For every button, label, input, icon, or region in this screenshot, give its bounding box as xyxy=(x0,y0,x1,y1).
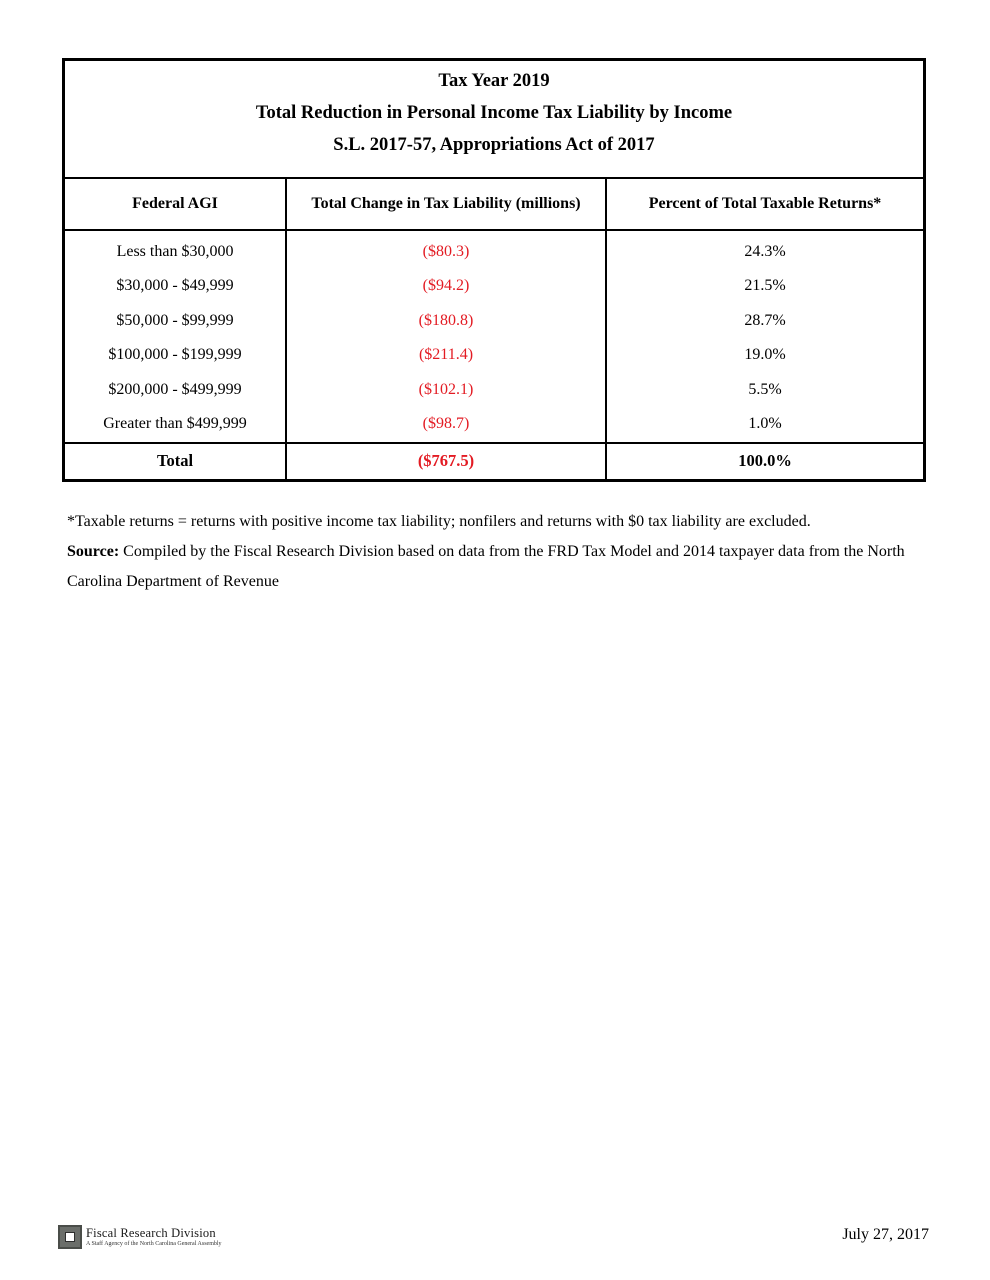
total-row xyxy=(65,443,923,479)
cell-percent: 1.0% xyxy=(606,407,923,443)
table-row xyxy=(65,230,923,269)
logo-tagline: A Staff Agency of the North Carolina General Assembly xyxy=(86,1241,222,1248)
source-text: Compiled by the Fiscal Research Division based on data from the FRD Tax Model and 2014 taxpayer data from the North Carolina Department of Revenue xyxy=(67,543,905,590)
total-change: ($767.5) xyxy=(286,443,606,479)
data-table xyxy=(65,179,923,479)
table-row xyxy=(65,373,923,408)
header-total-change: Total Change in Tax Liability (millions) xyxy=(286,179,606,230)
logo-square-icon xyxy=(58,1225,82,1249)
fiscal-research-division-logo xyxy=(58,1223,222,1251)
logo-name: Fiscal Research Division xyxy=(86,1225,216,1240)
tax-liability-table xyxy=(62,58,926,482)
table-notes xyxy=(67,507,937,597)
footnote-taxable-returns: *Taxable returns = returns with positive income tax liability; nonfilers and returns with $0 tax liability are excluded. xyxy=(67,513,811,530)
cell-change: ($102.1) xyxy=(286,373,606,408)
footer-date: July 27, 2017 xyxy=(842,1226,929,1243)
table-title-block xyxy=(65,61,923,179)
table-title-line-2: Total Reduction in Personal Income Tax Liability by Income xyxy=(255,103,733,123)
cell-percent: 24.3% xyxy=(606,230,923,269)
cell-percent: 5.5% xyxy=(606,373,923,408)
cell-agi: $50,000 - $99,999 xyxy=(116,311,234,329)
source-label: Source: xyxy=(67,543,120,560)
cell-agi: $30,000 - $49,999 xyxy=(116,277,234,295)
cell-agi: Greater than $499,999 xyxy=(103,415,247,433)
cell-percent: 28.7% xyxy=(606,304,923,339)
table-row xyxy=(65,407,923,443)
cell-change: ($211.4) xyxy=(286,338,606,373)
table-row xyxy=(65,269,923,304)
table-title-line-1: Tax Year 2019 xyxy=(438,71,550,91)
total-label: Total xyxy=(65,443,286,479)
cell-percent: 21.5% xyxy=(606,269,923,304)
header-row xyxy=(65,179,923,230)
table-row xyxy=(65,304,923,339)
cell-change: ($80.3) xyxy=(286,230,606,269)
cell-change: ($180.8) xyxy=(286,304,606,339)
table-row xyxy=(65,338,923,373)
cell-change: ($94.2) xyxy=(286,269,606,304)
cell-agi: Less than $30,000 xyxy=(116,243,234,260)
source-note xyxy=(67,537,937,597)
table-title-line-3: S.L. 2017-57, Appropriations Act of 2017 xyxy=(333,135,655,155)
cell-percent: 19.0% xyxy=(606,338,923,373)
cell-agi: $200,000 - $499,999 xyxy=(108,380,242,398)
total-percent: 100.0% xyxy=(606,443,923,479)
header-percent-returns: Percent of Total Taxable Returns* xyxy=(606,179,923,230)
header-federal-agi: Federal AGI xyxy=(65,179,286,230)
cell-agi: $100,000 - $199,999 xyxy=(108,346,242,364)
cell-change: ($98.7) xyxy=(286,407,606,443)
logo-text xyxy=(86,1227,222,1248)
